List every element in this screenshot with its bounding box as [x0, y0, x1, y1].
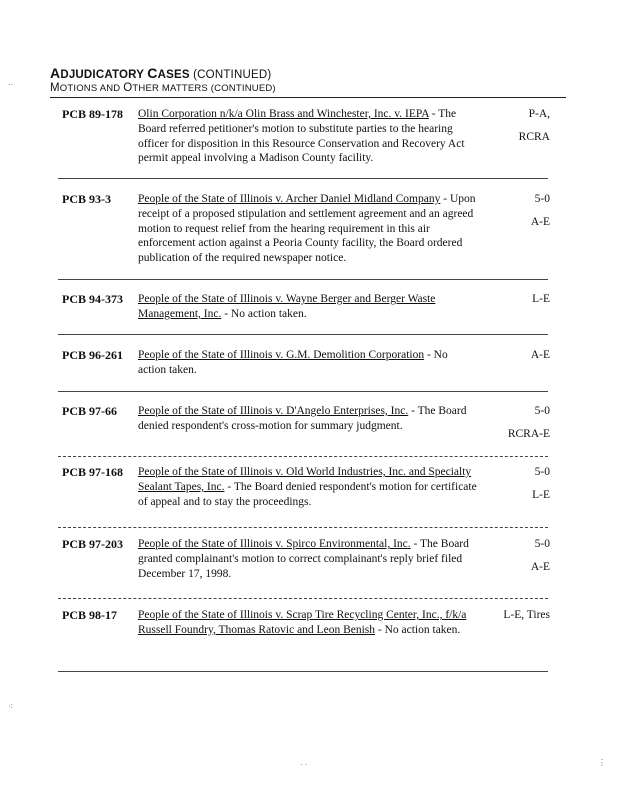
case-vote [460, 465, 550, 511]
case-divider [58, 598, 548, 599]
vote-line: 5-0 [534, 538, 550, 550]
case-action: - No action taken. [138, 349, 448, 376]
case-vote [460, 107, 550, 153]
vote-line: A-E [530, 216, 550, 228]
case-description [138, 192, 478, 266]
case-action: - No action taken. [375, 623, 461, 636]
case-entry [60, 608, 550, 656]
header-divider [50, 97, 566, 98]
case-entry [60, 465, 550, 513]
case-divider [58, 391, 548, 392]
case-divider [58, 178, 548, 179]
case-divider [58, 279, 548, 280]
case-description [138, 107, 478, 166]
case-title: Olin Corporation n/k/a Olin Brass and Winchester, Inc. v. IEPA [138, 108, 429, 120]
case-entry [60, 348, 550, 382]
scan-speck: ⋮ [598, 758, 606, 767]
vote-line: A-E [530, 349, 550, 361]
case-number: PCB 94-373 [62, 292, 123, 306]
case-vote [460, 192, 550, 238]
vote-line: 5-0 [534, 466, 550, 478]
vote-line: RCRA-E [507, 428, 550, 440]
case-divider [58, 527, 548, 528]
case-vote [460, 404, 550, 450]
case-action: - Upon receipt of a proposed stipulation and settlement agreement and an agreed motion to request relief from the hearing requirement in this air enforcement action against a Peoria County facility, the Board ordered publication of the required newspaper notice. [138, 193, 476, 265]
case-divider [58, 671, 548, 672]
case-divider [58, 334, 548, 335]
section-title: ADJUDICATORY CASES (CONTINUED) [50, 65, 272, 81]
case-description [138, 537, 478, 581]
case-action: - The Board granted complainant's motion to correct complainant's reply brief filed December 17, 1998. [138, 538, 469, 580]
case-action: - The Board denied respondent's motion for certificate of appeal and to stay the proceedings. [138, 480, 477, 508]
subsection-title: MOTIONS AND OTHER MATTERS (CONTINUED) [50, 82, 276, 94]
case-action: - The Board denied respondent's cross-motion for summary judgment. [138, 405, 467, 432]
vote-line: 5-0 [534, 193, 550, 205]
vote-line: L-E [532, 293, 550, 305]
vote-line: A-E [530, 561, 550, 573]
vote-line: 5-0 [534, 405, 550, 417]
case-entry [60, 292, 550, 326]
case-vote [460, 348, 550, 371]
case-description [138, 292, 478, 322]
case-vote [460, 537, 550, 583]
vote-line: RCRA [518, 131, 550, 143]
case-description [138, 465, 478, 509]
vote-line: L-E, Tires [503, 609, 550, 621]
page-header [50, 66, 570, 95]
case-title: People of the State of Illinois v. Archer Daniel Midland Company [138, 193, 441, 205]
case-action: - The Board referred petitioner's motion to substitute parties to the hearing officer for disposition in this Resource Conservation and Recovery Act permit appeal involving a Madison County facility. [138, 108, 465, 165]
scan-speck: ·· [8, 80, 14, 89]
case-title: People of the State of Illinois v. G.M. Demolition Corporation [138, 349, 425, 361]
case-title: People of the State of Illinois v. D'Angelo Enterprises, Inc. [138, 405, 409, 417]
case-description [138, 348, 478, 378]
case-title: People of the State of Illinois v. Scrap Tire Recycling Center, Inc., f/k/a Russell Foundry, Thomas Ratovic and Leon Benish [138, 609, 467, 636]
case-entry [60, 404, 550, 444]
case-title: People of the State of Illinois v. Wayne Berger and Berger Waste Management, Inc. [138, 293, 436, 320]
case-vote [460, 608, 550, 631]
scan-speck: · · [300, 760, 308, 769]
vote-line: P-A, [528, 108, 550, 120]
case-description [138, 608, 478, 638]
case-number: PCB 96-261 [62, 348, 123, 362]
case-entry [60, 537, 550, 585]
case-number: PCB 89-178 [62, 107, 123, 121]
case-title: People of the State of Illinois v. Old World Industries, Inc. and Specialty Sealant Tapes, Inc. [138, 466, 472, 493]
case-entry [60, 192, 550, 270]
case-description [138, 404, 478, 434]
case-number: PCB 98-17 [62, 608, 117, 622]
case-number: PCB 97-168 [62, 465, 123, 479]
vote-line: L-E [532, 489, 550, 501]
case-number: PCB 97-66 [62, 404, 117, 418]
scan-speck: ⁖ [8, 702, 13, 711]
case-action: - No action taken. [221, 307, 307, 320]
case-title: People of the State of Illinois v. Spirco Environmental, Inc. [138, 538, 411, 550]
case-number: PCB 93-3 [62, 192, 111, 206]
case-divider [58, 456, 548, 457]
case-entry [60, 107, 550, 167]
case-vote [460, 292, 550, 315]
case-number: PCB 97-203 [62, 537, 123, 551]
